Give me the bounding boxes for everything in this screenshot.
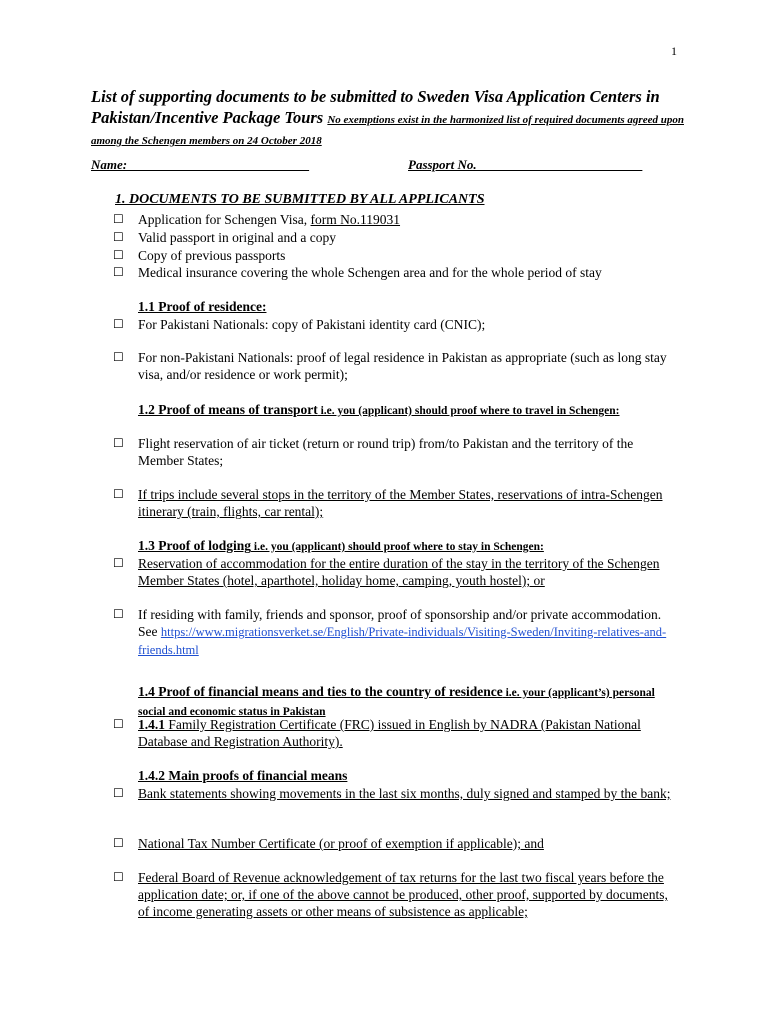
checkbox-icon[interactable]: ☐	[113, 717, 124, 731]
item-text: Valid passport in original and a copy	[138, 230, 336, 245]
checkbox-icon[interactable]: ☐	[113, 487, 124, 501]
checkbox-icon[interactable]: ☐	[113, 317, 124, 331]
subheading-note: i.e. you (applicant) should proof where to stay in Schengen:	[251, 541, 544, 553]
checkbox-icon[interactable]: ☐	[113, 212, 124, 226]
list-item	[113, 316, 678, 333]
item-text: If residing with family, friends and sponsor, proof of sponsorship and/or private accommodation. See	[138, 607, 662, 639]
list-item	[113, 716, 678, 750]
subheading-title: 1.3 Proof of lodging	[138, 538, 252, 553]
list-item	[113, 606, 678, 659]
list-item	[113, 555, 678, 589]
item-text: Copy of previous passports	[138, 248, 286, 263]
name-field[interactable]: Name:____________________________	[91, 157, 310, 172]
subheading-note: i.e. your (applicant’s) personal social and economic status in Pakistan	[138, 687, 655, 718]
item-text: Reservation of accommodation for the entire duration of the stay in the territory of the Schengen Member States (hotel, aparthotel, holiday home, camping, youth hostel); or	[138, 556, 660, 588]
item-text: If trips include several stops in the territory of the Member States, reservations of intra-Schengen itinerary (train, flights, car rental);	[138, 487, 663, 519]
subheading-residence: 1.1 Proof of residence:	[138, 299, 267, 314]
item-text: For Pakistani Nationals: copy of Pakistani identity card (CNIC);	[138, 317, 486, 332]
list-item	[113, 835, 678, 852]
title-main: List of supporting documents to be submitted to Sweden Visa Application Centers in Pakistan/Incentive Package Tours	[91, 87, 660, 127]
item-text: For non-Pakistani Nationals: proof of legal residence in Pakistan as appropriate (such as long stay visa, and/or residence or work permit);	[138, 350, 667, 382]
list-item	[113, 229, 678, 246]
checkbox-icon[interactable]: ☐	[113, 436, 124, 450]
checkbox-icon[interactable]: ☐	[113, 607, 124, 621]
checkbox-icon[interactable]: ☐	[113, 836, 124, 850]
subheading-title: 1.2 Proof of means of transport	[138, 402, 318, 417]
checkbox-icon[interactable]: ☐	[113, 230, 124, 244]
checkbox-icon[interactable]: ☐	[113, 556, 124, 570]
item-text: Family Registration Certificate (FRC) issued in English by NADRA (Pakistan National Database and Registration Authority).	[138, 717, 641, 749]
list-item	[113, 869, 678, 920]
item-text: Federal Board of Revenue acknowledgement of tax returns for the last two fiscal years before the application date; or, if one of the above cannot be produced, other proof, supported by documents, of income generating assets or other means of subsistence as applicable;	[138, 870, 668, 919]
list-item	[113, 785, 678, 802]
applicant-fields	[91, 157, 681, 173]
item-number: 1.4.1	[138, 717, 165, 732]
list-item	[113, 435, 678, 469]
section-heading-all-applicants: 1. DOCUMENTS TO BE SUBMITTED BY ALL APPLICANTS	[115, 192, 485, 207]
subheading-transport	[138, 401, 678, 420]
list-item	[113, 264, 693, 281]
title-note: No exemptions exist in the harmonized list of required documents agreed upon among the Schengen members on 24 October 2018	[91, 114, 684, 147]
form-reference: form No.119031	[310, 212, 401, 227]
checkbox-icon[interactable]: ☐	[113, 870, 124, 884]
checkbox-icon[interactable]: ☐	[113, 265, 124, 279]
item-text: National Tax Number Certificate (or proof of exemption if applicable); and	[138, 836, 544, 851]
checkbox-icon[interactable]: ☐	[113, 350, 124, 364]
list-item	[113, 486, 678, 520]
item-text: Flight reservation of air ticket (return or round trip) from/to Pakistan and the territory of the Member States;	[138, 436, 634, 468]
list-item	[113, 211, 678, 228]
checkbox-icon[interactable]: ☐	[113, 248, 124, 262]
subheading-title: 1.4 Proof of financial means and ties to the country of residence	[138, 684, 503, 699]
item-text: Application for Schengen Visa,	[138, 212, 311, 227]
page-number: 1	[671, 44, 677, 58]
list-item	[113, 247, 678, 264]
checkbox-icon[interactable]: ☐	[113, 786, 124, 800]
subheading-note: i.e. you (applicant) should proof where to travel in Schengen:	[317, 405, 620, 417]
item-text: Bank statements showing movements in the last six months, duly signed and stamped by the bank;	[138, 786, 671, 801]
subheading-main-proofs: 1.4.2 Main proofs of financial means	[138, 768, 348, 783]
document-title	[91, 86, 691, 149]
migrationsverket-link[interactable]: https://www.migrationsverket.se/English/Private-individuals/Visiting-Sweden/Inviting-relatives-and-friends.html	[138, 625, 667, 657]
subheading-lodging	[138, 537, 678, 556]
item-text: Medical insurance covering the whole Schengen area and for the whole period of stay	[138, 265, 602, 280]
passport-number-field[interactable]: Passport No.________________________ _	[408, 157, 643, 172]
list-item	[113, 349, 678, 383]
